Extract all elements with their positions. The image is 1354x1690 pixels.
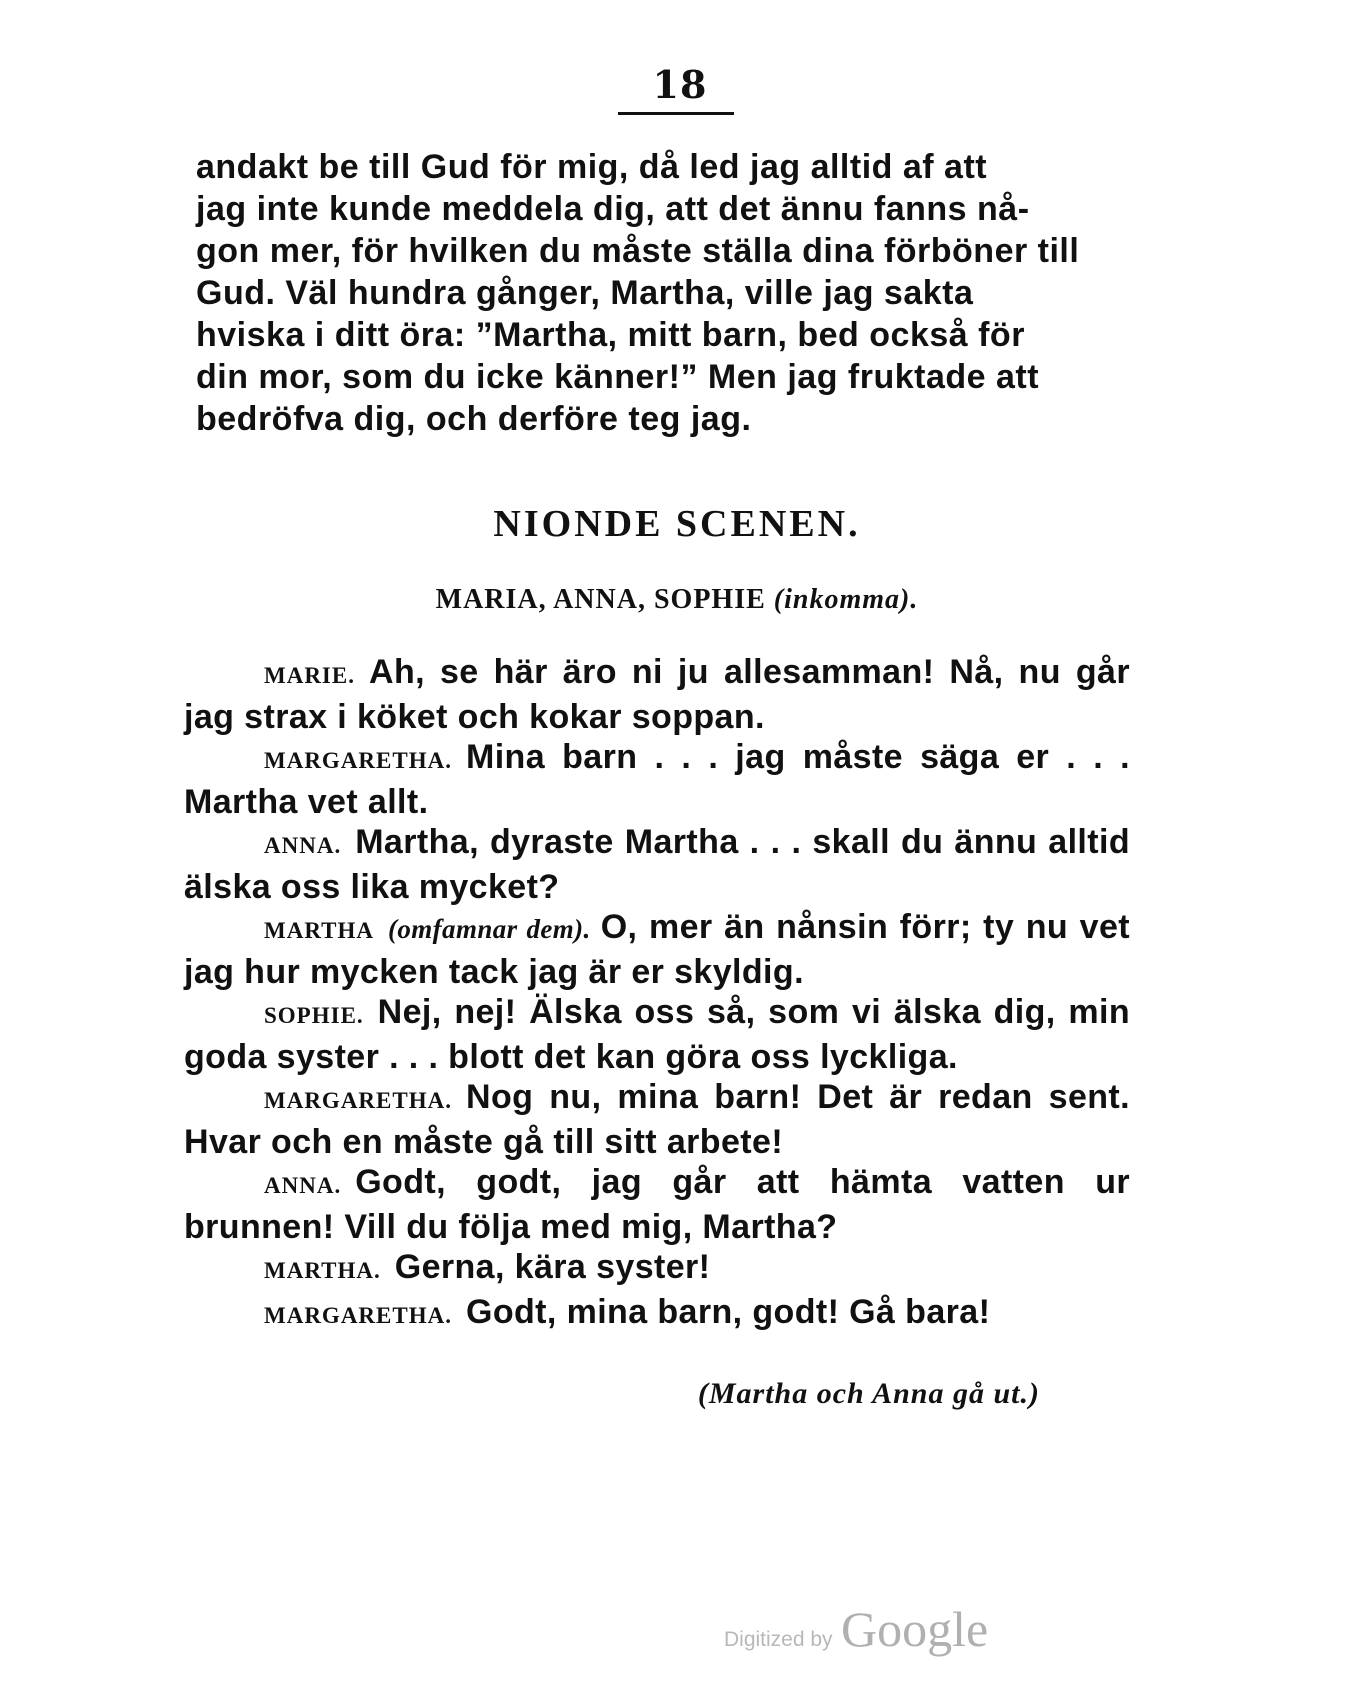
speech xyxy=(184,1162,1130,1247)
speech-text: Gerna, kära syster! xyxy=(394,1248,711,1286)
speech-text: O, mer än nånsin förr; ty nu vet jag hur mycken tack jag är er skyldig. xyxy=(184,908,1130,991)
speech xyxy=(184,907,1130,992)
cast-line xyxy=(0,584,1354,616)
speech-text: Nog nu, mina barn! Det är redan sent. Hvar och en måste gå till sitt arbete! xyxy=(184,1078,1130,1161)
text-line: andakt be till Gud för mig, då led jag alltid af att xyxy=(196,148,988,186)
speech xyxy=(184,1247,1130,1292)
text-line: din mor, som du icke känner!” Men jag fruktade att xyxy=(196,358,1040,396)
watermark-prefix: Digitized by xyxy=(724,1628,833,1651)
dialogue xyxy=(184,652,1130,1336)
speech xyxy=(184,652,1130,737)
speaker-name: MARGARETHA. xyxy=(264,1302,452,1328)
speaker-name: MARGARETHA. xyxy=(264,748,452,773)
cast-stage-direction: (inkomma). xyxy=(773,584,919,615)
opening-paragraph xyxy=(196,146,1142,440)
speech-text: Godt, godt, jag går att hämta vatten ur brunnen! Vill du följa med mig, Martha? xyxy=(184,1163,1130,1246)
speech xyxy=(184,1077,1130,1162)
speaker-name: SOPHIE. xyxy=(264,1003,364,1028)
text-line: Gud. Väl hundra gånger, Martha, ville jag sakta xyxy=(196,274,974,312)
speaker-name: MARTHA xyxy=(264,918,374,943)
speech xyxy=(184,1292,1130,1337)
speech xyxy=(184,737,1130,822)
text-line: bedröfva dig, och derföre teg jag. xyxy=(196,400,752,438)
speech-text: Ah, se här äro ni ju allesamman! Nå, nu går jag strax i köket och kokar soppan. xyxy=(184,653,1130,736)
page-number-rule xyxy=(618,112,734,115)
google-logo: Google xyxy=(841,1601,989,1657)
speech-text: Godt, mina barn, godt! Gå bara! xyxy=(465,1292,991,1331)
speech-text: Nej, nej! Älska oss så, som vi älska dig, min goda syster . . . blott det kan göra oss lyckliga. xyxy=(184,993,1130,1076)
speaker-name: MARTHA. xyxy=(264,1258,381,1283)
speaker-name: MARGARETHA. xyxy=(264,1088,452,1113)
digitized-watermark xyxy=(724,1600,988,1658)
exit-stage-direction: (Martha och Anna gå ut.) xyxy=(697,1377,1040,1410)
speech-aside: (omfamnar dem). xyxy=(387,914,591,944)
cast-names: MARIA, ANNA, SOPHIE xyxy=(435,584,766,615)
text-line: gon mer, för hvilken du måste ställa dina förböner till xyxy=(196,232,1080,270)
speech-text: Martha, dyraste Martha . . . skall du ännu alltid älska oss lika mycket? xyxy=(184,823,1130,906)
speaker-name: ANNA. xyxy=(264,1173,342,1198)
speech-text: Mina barn . . . jag måste säga er . . . Martha vet allt. xyxy=(184,738,1130,821)
speech xyxy=(184,822,1130,907)
speaker-name: ANNA. xyxy=(264,833,342,858)
text-line: jag inte kunde meddela dig, att det ännu fanns nå- xyxy=(196,190,1030,228)
speaker-name: MARIE. xyxy=(264,663,355,688)
scene-heading: NIONDE SCENEN. xyxy=(493,503,861,545)
page-number: 18 xyxy=(652,62,708,107)
text-line: hviska i ditt öra: ”Martha, mitt barn, bed också för xyxy=(196,316,1025,354)
speech xyxy=(184,992,1130,1077)
